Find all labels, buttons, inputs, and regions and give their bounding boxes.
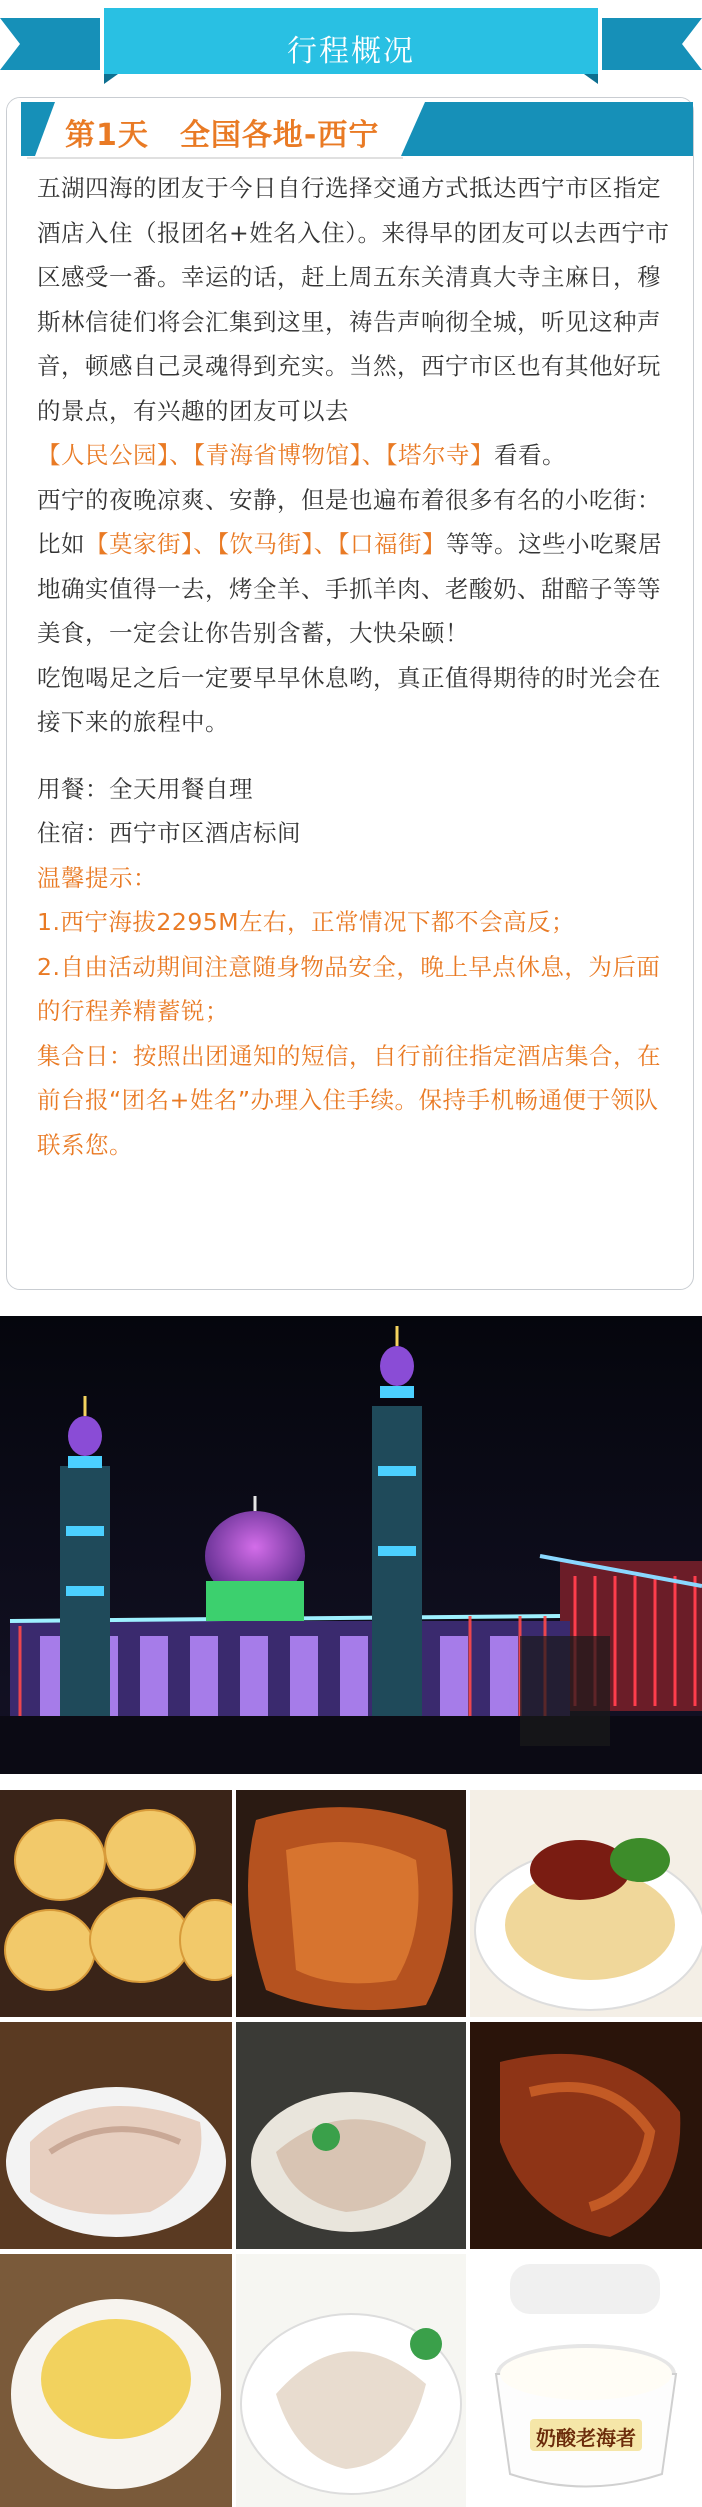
separator: 、 [361,441,386,469]
tips-title: 温馨提示： [37,863,157,892]
rest-paragraph: 吃饱喝足之后一定要早早休息哟，真正值得期待的时光会在接下来的旅程中。 [37,663,661,736]
spot-qinghai-museum: 【青海省博物馆】 [193,441,362,469]
food-photo-yogurt [470,2254,702,2507]
gather-info [37,1034,677,1168]
night-text-end: 等等。这些小吃聚居地确实值得一去，烤全羊、手抓羊肉、老酸奶、甜醅子等等美食，一定会让你告别含蓄，大快朵颐！ [37,530,662,647]
day-title: 第1天 全国各地-西宁 [65,118,380,153]
separator: 、 [193,530,218,558]
street-yinma: 【饮马街】 [217,530,314,558]
spot-taer-temple: 【塔尔寺】 [385,441,494,469]
tip-safety: 2.自由活动期间注意随身物品安全，晚上早点休息，为后面的行程养精蓄锐； [37,952,661,1025]
street-mojia: 【莫家街】 [85,530,194,558]
intro-text: 五湖四海的团友于今日自行选择交通方式抵达西宁市区指定酒店入住（报团名+姓名入住）。来得早的团友可以去西宁市区感受一番。幸运的话，赶上周五东关清真大寺主麻日，穆斯林信徒们将会汇集到这里，祷告声响彻全城，听见这种声音，顿感自己灵魂得到充实。当然，西宁市区也有其他好玩的景点，有兴趣的团友可以去 [37,174,670,425]
food-photo-lamb-bones [236,2254,466,2507]
yogurt-cup-label: 奶酸老海者 [536,2426,636,2450]
section-banner [0,8,702,84]
separator: 、 [313,530,338,558]
gather-text: 集合日：按照出团通知的短信，自行前往指定酒店集合，在前台报“团名+姓名”办理入住手续。保持手机畅通便于领队联系您。 [37,1041,661,1159]
meals-info: 用餐：全天用餐自理 [37,774,253,803]
food-photo-sweet-dessert [0,2254,232,2507]
food-photo-hand-lamb [0,2022,232,2249]
day-header [7,98,693,160]
food-photo-mutton-plate [236,2022,466,2249]
day-card [6,97,694,1290]
food-photo-roast-leg [470,2022,702,2249]
food-photo-noodles [470,1790,702,2017]
itinerary-text [37,166,677,1167]
street-koufu: 【口福街】 [337,530,446,558]
food-photo-roast-lamb [236,1790,466,2017]
separator: 、 [169,441,194,469]
stay-info: 住宿：西宁市区酒店标间 [37,819,301,847]
spot-renmin-park: 【人民公园】 [37,441,170,469]
night-text: 西宁的夜晚凉爽、安静，但是也遍布着很多有名的小吃街：比如 [37,485,661,558]
night-paragraph [37,478,677,656]
intro-paragraph [37,166,677,478]
mosque-night-photo [0,1316,702,1774]
intro-end: 看看。 [494,441,566,469]
food-photo-buns [0,1790,232,2017]
banner-title: 行程概况 [287,34,415,69]
tip-altitude: 1.西宁海拔2295M左右，正常情况下都不会高反； [37,908,576,936]
